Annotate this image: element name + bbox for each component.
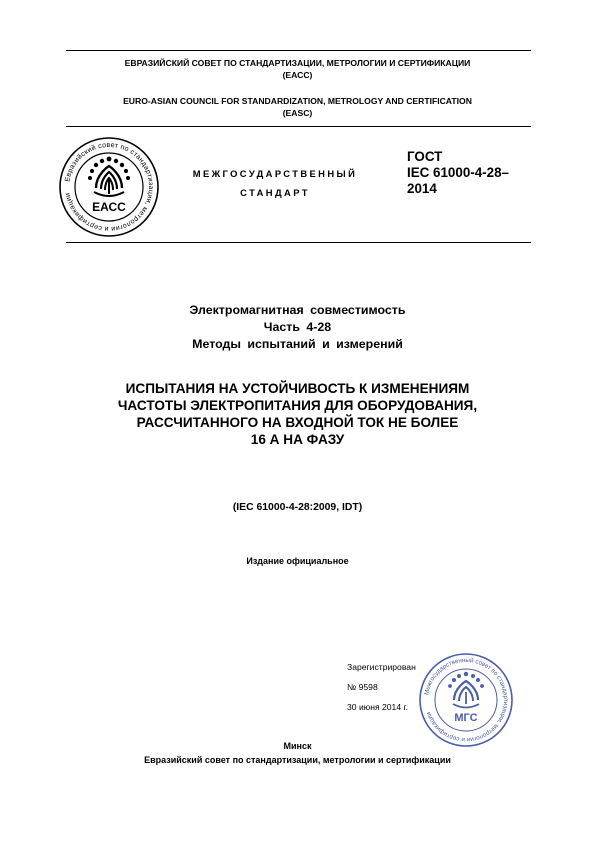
publisher-name: Евразийский совет по стандартизации, метрологии и сертификации (144, 755, 451, 765)
registration-line1: Зарегистрирован (347, 662, 416, 672)
top-rule (66, 50, 531, 51)
council-abbr-ru: (ЕАСС) (282, 70, 313, 80)
title-line1: ИСПЫТАНИЯ НА УСТОЙЧИВОСТЬ К ИЗМЕНЕНИЯМ (125, 381, 470, 396)
easc-emblem-icon (58, 136, 160, 238)
council-abbr-en: (EASC) (282, 108, 313, 118)
designation-line2: IEC 61000-4-28– (407, 165, 509, 180)
subtitle-line1: Электромагнитная совместимость (189, 303, 406, 317)
standard-type-line1: МЕЖГОСУДАРСТВЕННЫЙ (192, 168, 358, 179)
stamp-ring-text: Межгосударственный совет по стандартизации, метрологии и сертификации (423, 656, 510, 744)
standard-designation (407, 149, 509, 197)
registration-date: 30 июня 2014 г. (347, 702, 408, 712)
title-line4: 16 А НА ФАЗУ (250, 432, 345, 447)
designation-rule (66, 242, 531, 243)
iec-reference: (IEC 61000-4-28:2009, IDT) (232, 502, 363, 513)
council-name-ru: ЕВРАЗИЙСКИЙ СОВЕТ ПО СТАНДАРТИЗАЦИИ, МЕТРОЛОГИИ И СЕРТИФИКАЦИИ (124, 58, 471, 68)
subtitle-line2: Часть 4-28 (263, 320, 332, 334)
subtitle-line3: Методы испытаний и измерений (192, 337, 403, 351)
publication-city: Минск (283, 741, 312, 751)
designation-line3: 2014 (407, 181, 437, 196)
emblem-ring-text: Евразийский совет по стандартизации, метрологии и сертификации (64, 141, 155, 233)
emblem-label: ЕАСС (92, 200, 126, 214)
title-line2: ЧАСТОТЫ ЭЛЕКТРОПИТАНИЯ ДЛЯ ОБОРУДОВАНИЯ, (117, 398, 478, 413)
designation-line1: ГОСТ (407, 149, 443, 164)
standard-type-line2: СТАНДАРТ (240, 187, 310, 198)
title-line3: РАССЧИТАННОГО НА ВХОДНОЙ ТОК НЕ БОЛЕЕ (136, 415, 459, 430)
stamp-label: МГС (454, 712, 478, 724)
council-name-en: EURO-ASIAN COUNCIL FOR STANDARDIZATION, METROLOGY AND CERTIFICATION (123, 96, 472, 106)
edition-label: Издание официальное (246, 556, 349, 566)
mgs-stamp-icon (418, 652, 514, 748)
header-rule (66, 126, 531, 127)
registration-number: № 9598 (347, 682, 378, 692)
